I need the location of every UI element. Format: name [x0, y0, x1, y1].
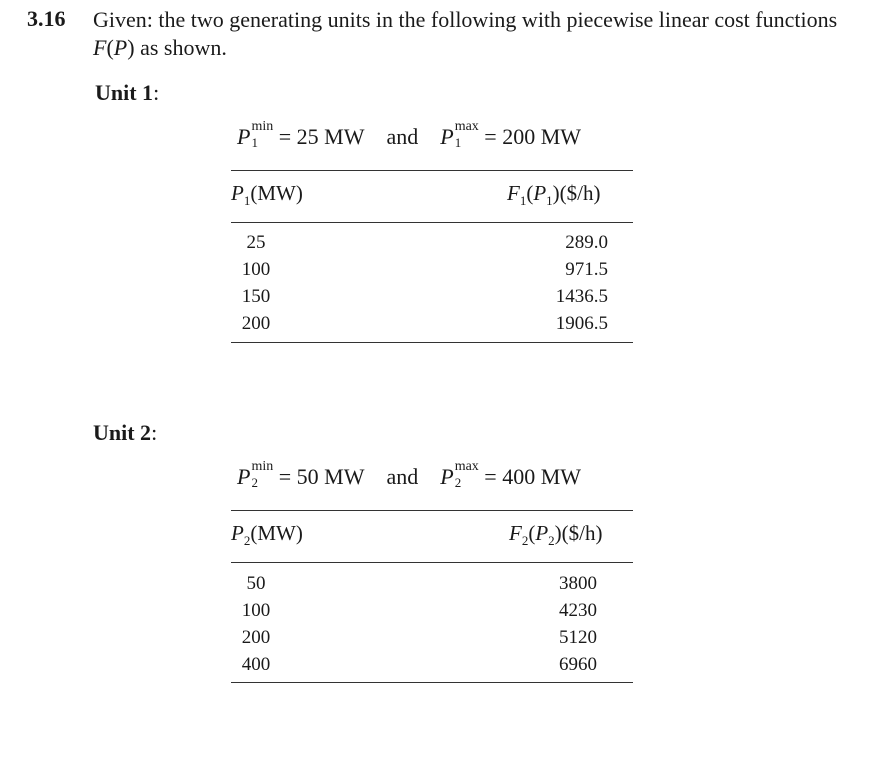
unit1-and: and [386, 124, 419, 149]
unit1-pmin-value: = 25 MW [278, 124, 365, 149]
table-cell: 200 [241, 627, 271, 648]
unit1-top-rule [231, 170, 633, 171]
unit1-bottom-rule [231, 342, 633, 343]
unit1-col1-sub: 1 [243, 193, 251, 209]
table-cell: 4230 [559, 600, 597, 621]
table-cell: 1906.5 [555, 313, 608, 334]
unit2-pmax-sup: max [454, 458, 479, 474]
unit2-pmax-value: = 400 MW [484, 464, 582, 489]
unit2-col2-close: ) [554, 521, 562, 545]
unit1-f-column [528, 229, 608, 337]
unit2-col2-header [509, 521, 602, 549]
unit1-pmin-sup: min [251, 118, 274, 134]
unit1-col2-header [507, 181, 600, 209]
unit1-pmin-sub: 1 [251, 134, 258, 150]
table-cell: 6960 [559, 654, 597, 675]
unit1-pmax-value: = 200 MW [484, 124, 582, 149]
unit2-col2-unit: ($/h) [561, 521, 603, 545]
unit2-col1-sub: 2 [243, 533, 251, 549]
unit2-heading-colon: : [151, 420, 158, 445]
problem-func-symbol: F [93, 35, 107, 60]
unit1-col2-symbol: F [507, 181, 520, 205]
unit1-col2-arg: P [533, 181, 547, 205]
unit2-pmin-symbol: P [237, 464, 251, 489]
table-cell: 3800 [559, 573, 597, 594]
unit2-pmin-value: = 50 MW [278, 464, 365, 489]
unit1-col2-sub: 1 [519, 193, 527, 209]
unit1-col1-header [231, 181, 303, 209]
table-cell: 200 [241, 313, 271, 334]
unit1-p-column [231, 229, 281, 337]
unit2-col2-sub: 2 [521, 533, 529, 549]
table-cell: 100 [241, 259, 271, 280]
table-cell: 25 [246, 232, 266, 253]
unit2-pmax-symbol: P [440, 464, 454, 489]
problem-text-part2: as shown. [134, 35, 227, 60]
unit1-heading [95, 80, 159, 106]
unit1-pmax-sub: 1 [454, 134, 462, 150]
unit2-col1-header [231, 521, 303, 549]
unit1-limits [237, 118, 582, 151]
unit1-pmax-symbol: P [440, 124, 454, 149]
table-cell: 400 [241, 654, 271, 675]
problem-number: 3.16 [27, 6, 66, 31]
problem-rparen: ) [127, 35, 135, 60]
table-cell: 150 [241, 286, 271, 307]
unit1-heading-text: Unit 1 [95, 80, 154, 105]
unit1-pmax-sup: max [454, 118, 479, 134]
problem-arg-symbol: P [113, 35, 128, 60]
table-cell: 1436.5 [555, 286, 608, 307]
unit1-col1-unit: (MW) [250, 181, 303, 205]
problem-lparen: ( [106, 35, 114, 60]
unit1-col2-open: ( [526, 181, 534, 205]
unit2-and: and [386, 464, 419, 489]
unit2-col2-arg-sub: 2 [548, 533, 555, 549]
unit2-bottom-rule [231, 682, 633, 683]
unit2-col2-arg: P [535, 521, 549, 545]
unit2-pmin-sup: min [251, 458, 274, 474]
unit2-limits [237, 458, 582, 491]
unit1-col1-symbol: P [231, 181, 244, 205]
unit2-heading-text: Unit 2 [93, 420, 152, 445]
unit2-p-column [231, 570, 281, 678]
table-cell: 971.5 [565, 259, 608, 280]
table-cell: 5120 [559, 627, 597, 648]
unit2-heading [93, 420, 157, 446]
problem-statement [93, 6, 853, 62]
unit1-col2-close: ) [552, 181, 560, 205]
unit2-header-rule [231, 562, 633, 563]
unit1-header-rule [231, 222, 633, 223]
problem-text-part1: Given: the two generating units in the following with piecewise linear cost functions [93, 7, 838, 32]
unit2-col2-open: ( [528, 521, 536, 545]
unit2-pmax-sub: 2 [454, 474, 462, 490]
table-cell: 50 [246, 573, 266, 594]
unit1-pmin-symbol: P [237, 124, 251, 149]
unit1-heading-colon: : [153, 80, 160, 105]
unit1-col2-arg-sub: 1 [546, 193, 553, 209]
unit2-f-column [517, 570, 597, 678]
unit2-top-rule [231, 510, 633, 511]
unit1-col2-unit: ($/h) [559, 181, 601, 205]
table-cell: 289.0 [565, 232, 608, 253]
unit2-col1-symbol: P [231, 521, 244, 545]
unit2-pmin-sub: 2 [251, 474, 258, 490]
unit2-col1-unit: (MW) [250, 521, 303, 545]
table-cell: 100 [241, 600, 271, 621]
unit2-col2-symbol: F [509, 521, 522, 545]
